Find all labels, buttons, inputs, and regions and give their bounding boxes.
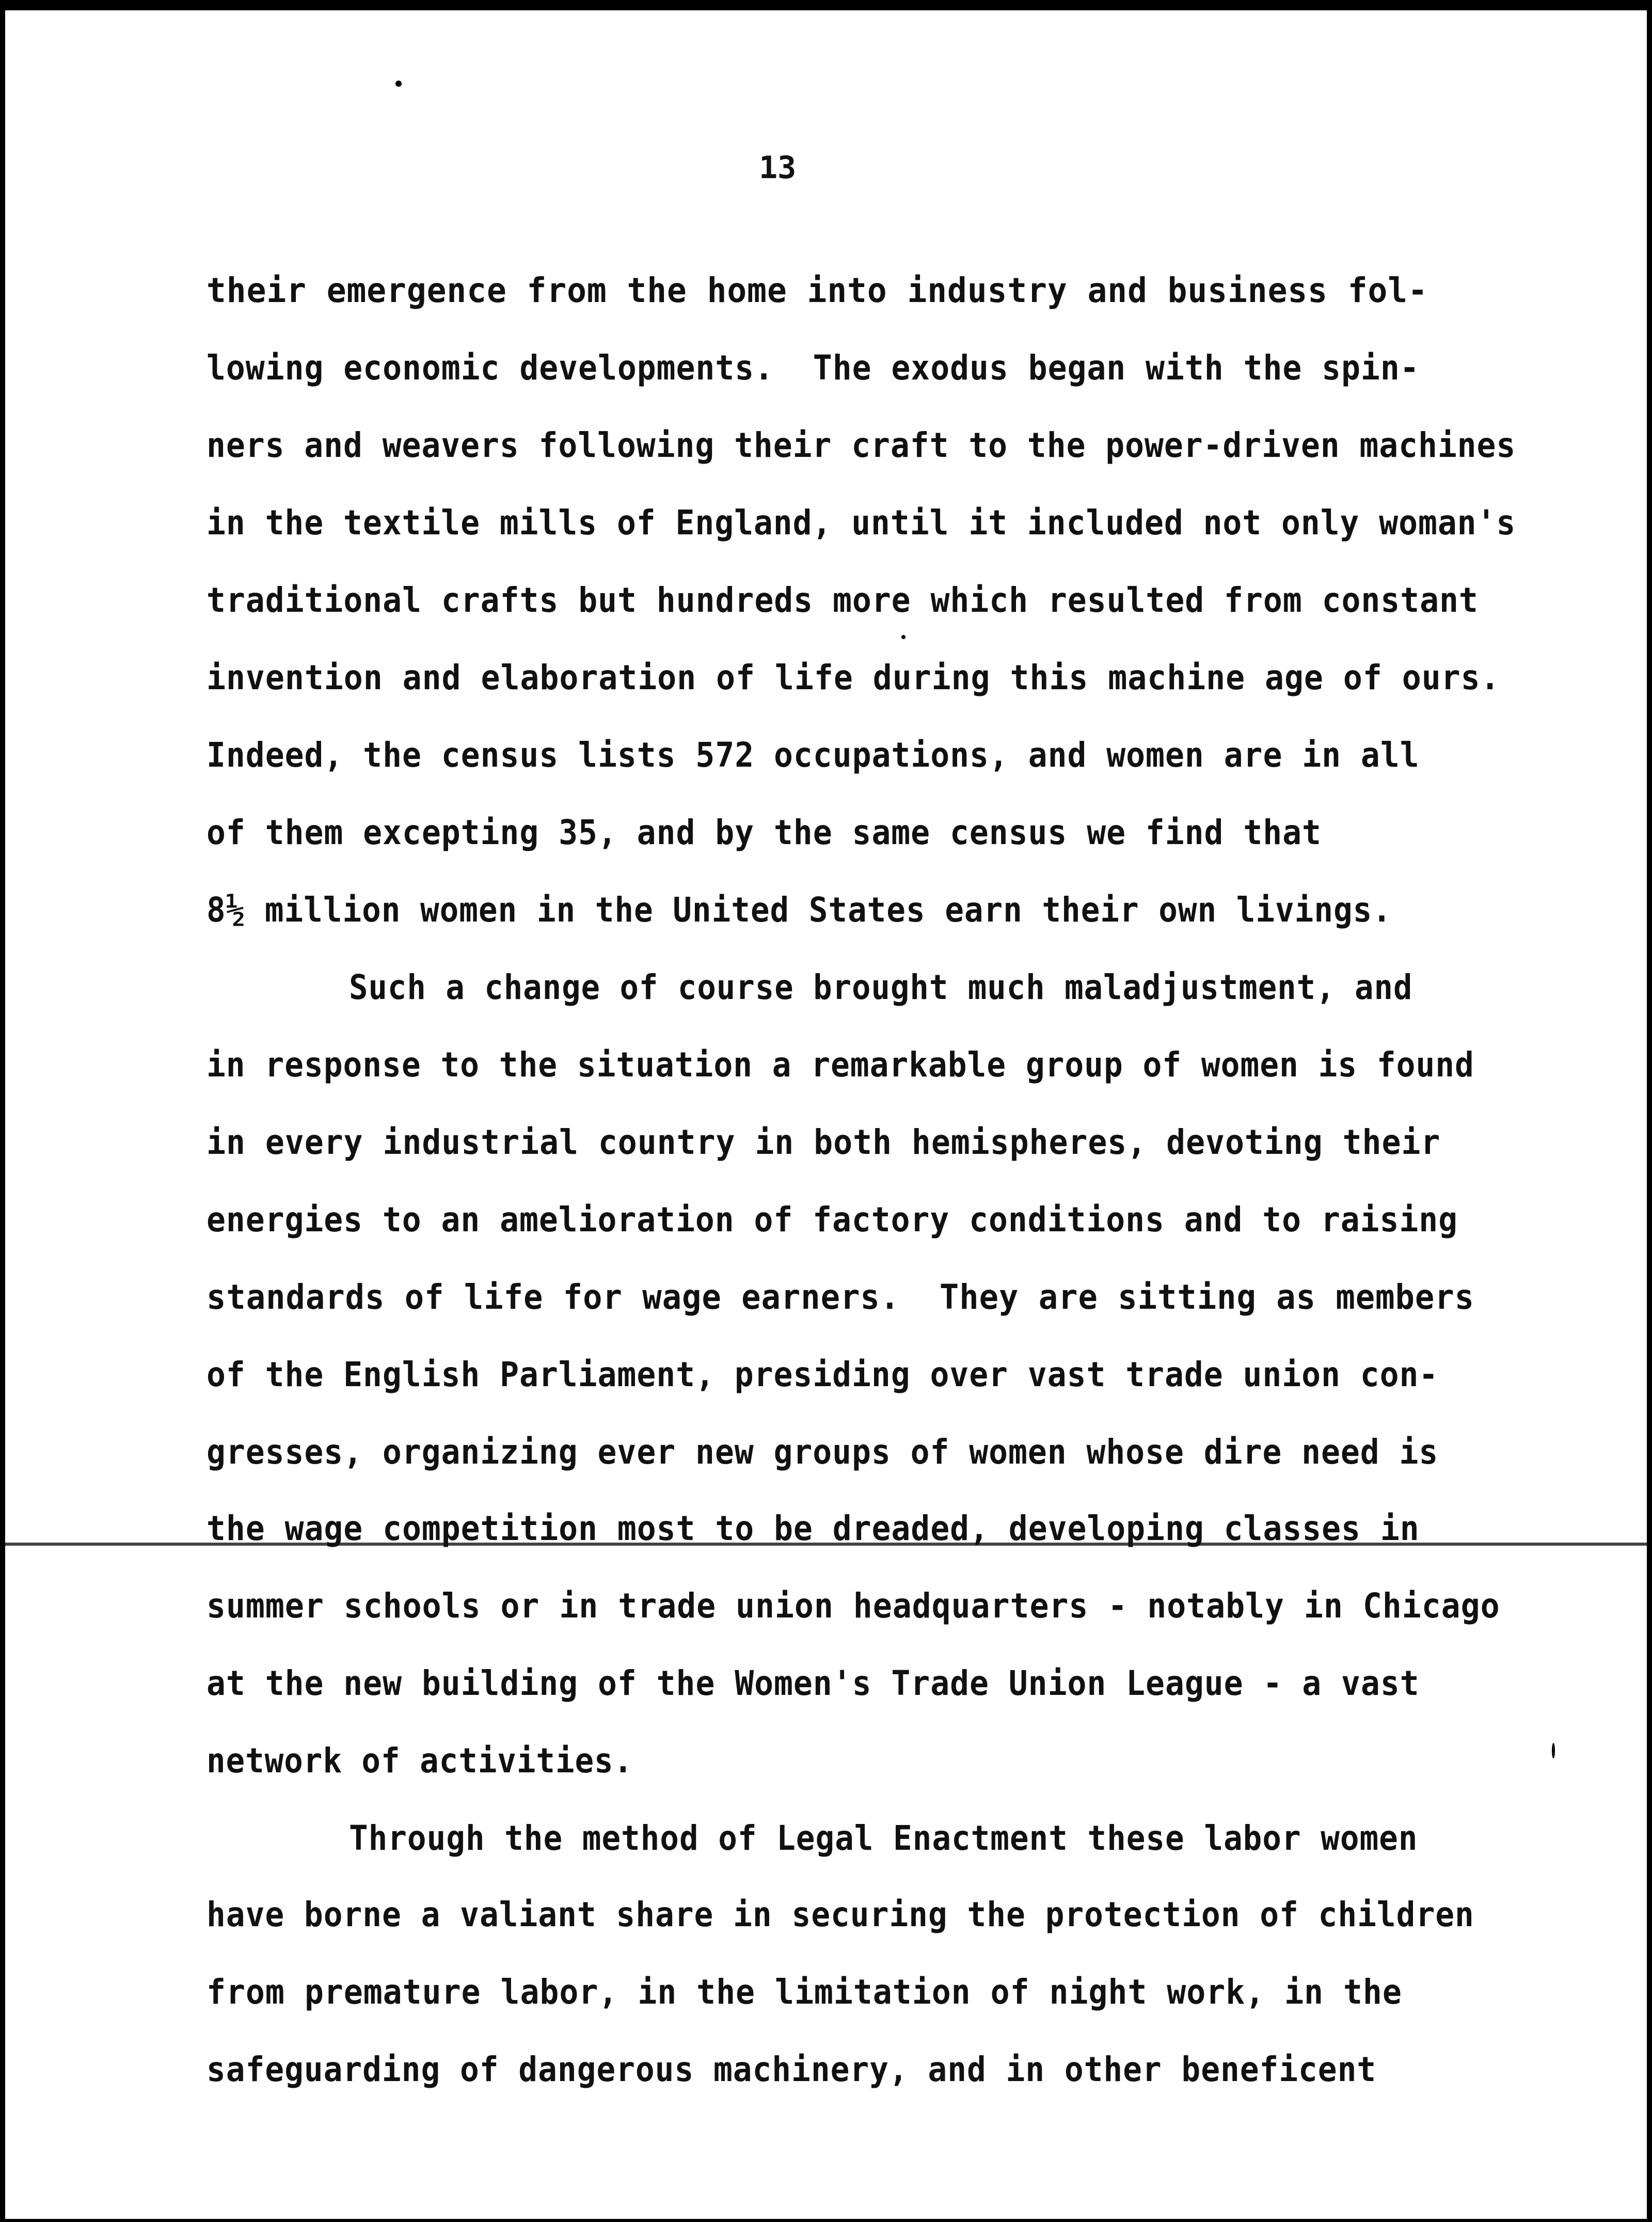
ink-speck (395, 81, 402, 87)
text-line: from premature labor, in the limitation of night work, in the (206, 1972, 1402, 2012)
document-page (5, 10, 1647, 2219)
text-line: energies to an amelioration of factory conditions and to raising (206, 1200, 1458, 1240)
text-line: Indeed, the census lists 572 occupations, and women are in all (206, 735, 1420, 775)
text-line: lowing economic developments. The exodus began with the spin- (206, 348, 1420, 388)
text-line: in every industrial country in both hemispheres, devoting their (206, 1122, 1441, 1162)
text-line: have borne a valiant share in securing the protection of children (206, 1895, 1474, 1934)
text-line: the wage competition most to be dreaded, developing classes in (206, 1509, 1420, 1548)
text-line: at the new building of the Women's Trade Union League - a vast (206, 1663, 1420, 1703)
text-line: safeguarding of dangerous machinery, and in other beneficent (206, 2050, 1377, 2089)
ink-speck (901, 635, 906, 639)
text-line: gresses, organizing ever new groups of women whose dire need is (206, 1432, 1439, 1472)
text-line: of the English Parliament, presiding over vast trade union con- (206, 1355, 1439, 1394)
text-line: traditional crafts but hundreds more which resulted from constant (206, 580, 1479, 620)
text-line: Through the method of Legal Enactment these labor women (349, 1818, 1418, 1858)
text-line: in the textile mills of England, until it included not only woman's (206, 503, 1516, 543)
text-line: summer schools or in trade union headquarters - notably in Chicago (206, 1586, 1500, 1626)
text-line: 8½ million women in the United States earn their own livings. (206, 890, 1392, 930)
text-line: Such a change of course brought much maladjustment, and (349, 967, 1413, 1007)
text-line: in response to the situation a remarkable group of women is found (206, 1045, 1474, 1085)
text-line: ners and weavers following their craft to the power-driven machines (206, 425, 1516, 465)
text-line: their emergence from the home into industry and business fol- (206, 271, 1428, 310)
ink-speck (1552, 1743, 1555, 1758)
text-line: of them excepting 35, and by the same census we find that (206, 813, 1322, 852)
text-line: standards of life for wage earners. They are sitting as members (206, 1277, 1475, 1317)
text-line: invention and elaboration of life during this machine age of ours. (206, 658, 1500, 697)
text-line: network of activities. (206, 1741, 633, 1781)
page-number: 13 (759, 150, 797, 186)
